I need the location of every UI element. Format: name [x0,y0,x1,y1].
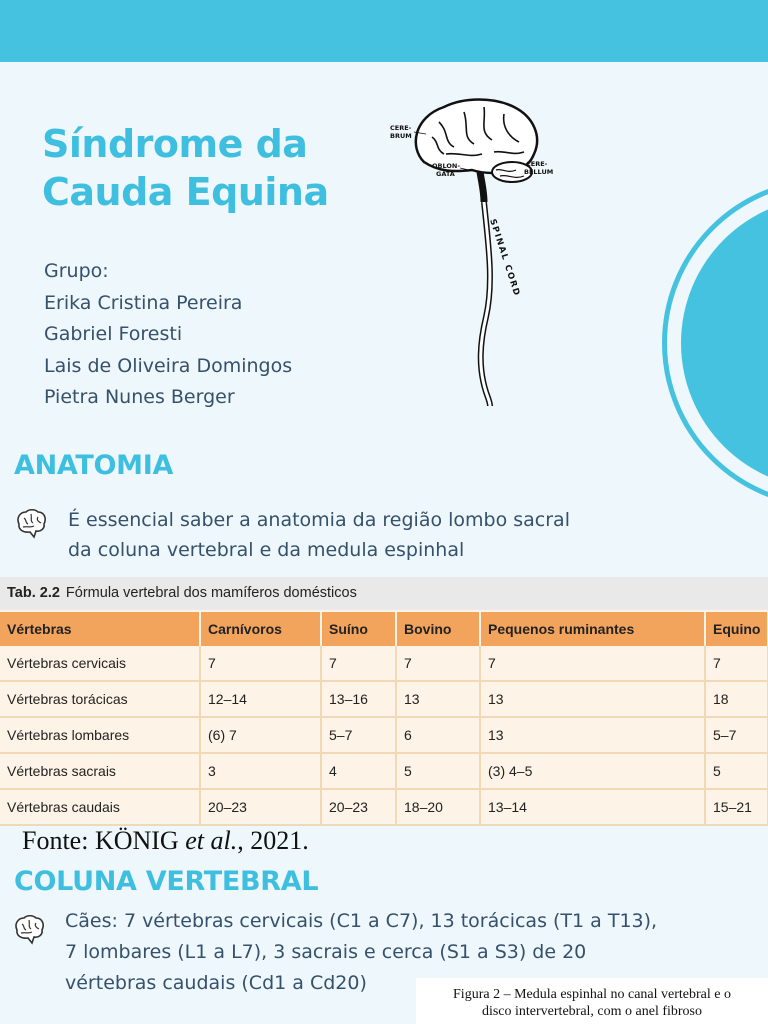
label-oblongata: OBLON- [432,162,461,170]
vertebral-formula-table [0,577,768,823]
table-cell: (3) 4–5 [480,753,705,789]
table-cell: Vértebras sacrais [0,753,200,789]
table-cell: 13–14 [480,789,705,825]
anatomia-text-line-2: da coluna vertebral e da medula espinhal [68,539,465,561]
source-prefix: Fonte: KÖNIG [22,826,186,855]
data-table [0,610,768,826]
brain-spinal-cord-illustration [384,92,564,412]
table-cell: 5–7 [321,717,396,753]
decorative-circle-fill [681,197,768,489]
table-cell: 7 [480,646,705,681]
table-cell: 5 [396,753,480,789]
group-members [44,256,292,414]
column-header: Suíno [321,611,396,646]
title-line-1: Síndrome da [42,122,308,166]
table-cell: 13 [480,681,705,717]
brain-icon [12,914,46,946]
table-row [0,717,768,753]
source-suffix: , 2021. [237,826,309,855]
section-heading-anatomia: ANATOMIA [14,450,174,481]
column-header: Bovino [396,611,480,646]
label-cerebellum-2: BELLUM [524,168,554,176]
member-name: Lais de Oliveira Domingos [44,354,293,377]
table-cell: 7 [200,646,321,681]
label-cerebrum: CERE- [390,124,412,132]
table-cell: 20–23 [321,789,396,825]
table-cell: Vértebras cervicais [0,646,200,681]
column-header: Carnívoros [200,611,321,646]
figure-caption [416,978,768,1024]
label-oblongata-2: GATA [436,170,455,178]
table-cell: 5 [705,753,768,789]
group-label: Grupo: [44,260,109,282]
column-header: Equino [705,611,768,646]
table-cell: 13 [396,681,480,717]
table-cell: Vértebras torácicas [0,681,200,717]
table-row [0,681,768,717]
coluna-text-line-2: 7 lombares (L1 a L7), 3 sacrais e cerca (S1 a S3) de 20 [65,941,587,963]
table-cell: 13 [480,717,705,753]
top-accent-bar [0,0,768,62]
table-header-row [0,611,768,646]
figure-caption-line-2: disco intervertebral, com o anel fibroso [481,1004,703,1019]
coluna-text-line-3: vértebras caudais (Cd1 a Cd20) [65,972,367,994]
table-cell: 5–7 [705,717,768,753]
table-cell: 13–16 [321,681,396,717]
table-cell: (6) 7 [200,717,321,753]
table-row [0,646,768,681]
source-citation [22,826,309,856]
figure-caption-line-1: Figura 2 – Medula espinhal no canal vertebral e o [453,987,731,1002]
label-cerebellum: CERE- [526,160,548,168]
title-line-2: Cauda Equina [42,170,329,214]
table-cell: 3 [200,753,321,789]
table-cell: 4 [321,753,396,789]
member-name: Erika Cristina Pereira [44,291,243,314]
table-cell: 7 [396,646,480,681]
table-row [0,789,768,825]
label-cerebrum-2: BRUM [390,132,412,140]
table-caption-text: Fórmula vertebral dos mamíferos domésticos [65,585,357,601]
section-heading-coluna: COLUNA VERTEBRAL [14,866,319,897]
table-cell: 7 [705,646,768,681]
member-name: Pietra Nunes Berger [44,386,235,408]
table-cell: 12–14 [200,681,321,717]
column-header: Vértebras [0,611,200,646]
table-cell: 18 [705,681,768,717]
table-cell: 7 [321,646,396,681]
table-caption [0,577,768,610]
slide-title [42,120,329,216]
coluna-text-line-1: Cães: 7 vértebras cervicais (C1 a C7), 13 torácicas (T1 a T13), [65,910,658,932]
anatomia-text-line-1: É essencial saber a anatomia da região lombo sacral [68,509,570,531]
table-cell: Vértebras caudais [0,789,200,825]
table-cell: 15–21 [705,789,768,825]
source-etal: et al. [185,826,238,855]
label-spinal-cord: SPINAL CORD [487,217,522,299]
brain-icon [14,508,48,540]
table-row [0,753,768,789]
anatomia-text [68,505,570,565]
member-name: Gabriel Foresti [44,323,183,345]
table-cell: Vértebras lombares [0,717,200,753]
column-header: Pequenos ruminantes [480,611,705,646]
table-cell: 6 [396,717,480,753]
table-caption-label: Tab. 2.2 [7,585,60,601]
table-cell: 20–23 [200,789,321,825]
table-cell: 18–20 [396,789,480,825]
decorative-gap [662,430,682,520]
